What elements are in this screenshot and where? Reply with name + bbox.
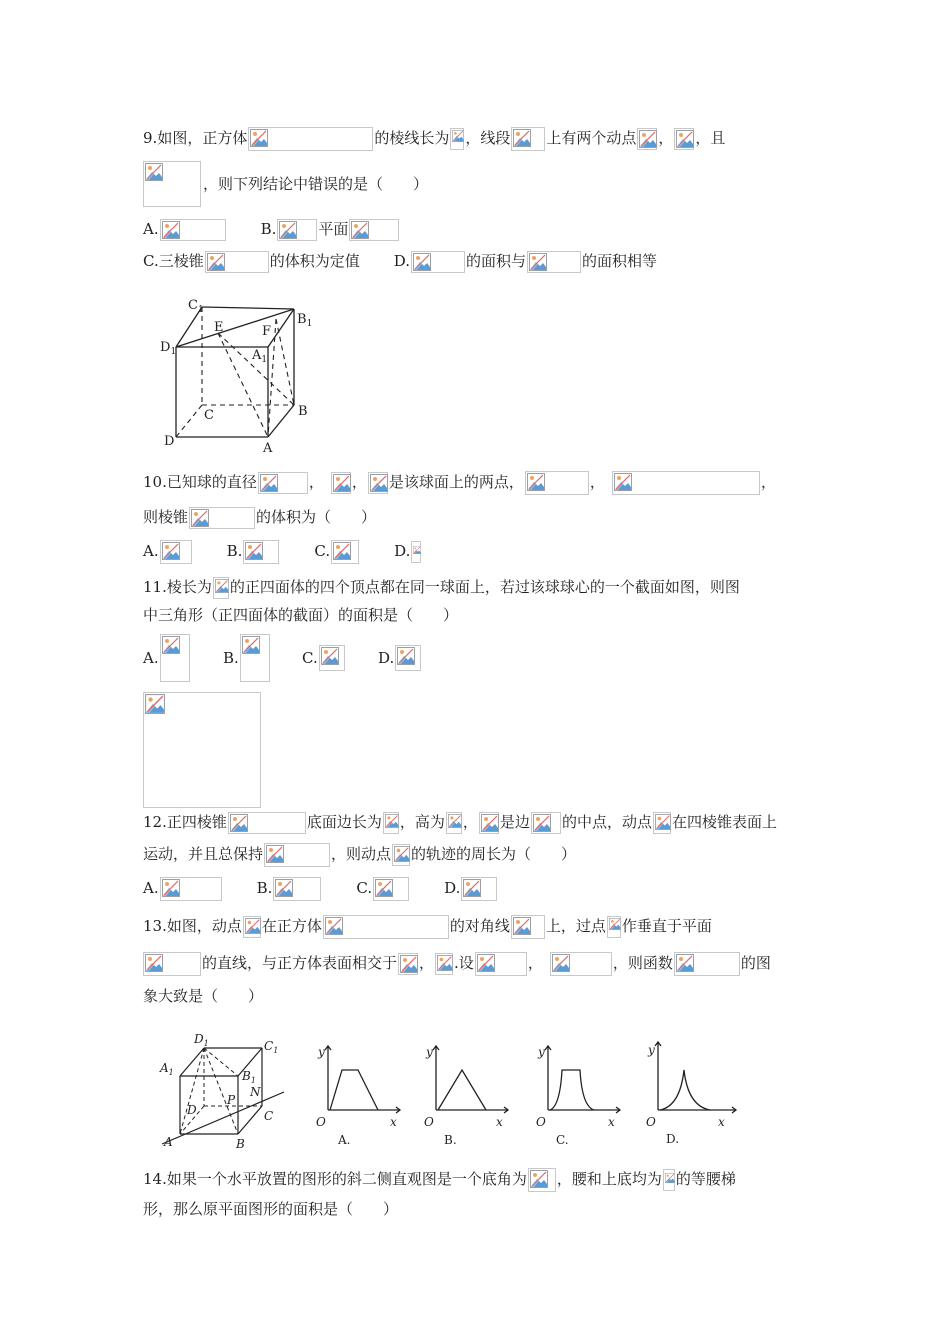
option-text: 的体积为定值: [269, 252, 360, 270]
broken-image-icon: [413, 543, 421, 557]
formula-image: [143, 161, 201, 207]
label-d: D: [164, 434, 175, 449]
option-label: C.: [314, 542, 331, 560]
label-b1-sub: 1: [250, 1076, 256, 1085]
option-label: B.: [260, 220, 277, 238]
option-text: 的面积与: [466, 252, 527, 270]
formula-image: [637, 128, 657, 150]
broken-image-icon: [452, 130, 464, 142]
broken-image-icon: [145, 694, 165, 714]
broken-image-icon: [394, 846, 410, 862]
q13-text: 在正方体: [261, 917, 322, 935]
broken-image-icon: [413, 253, 431, 271]
q9-text: ，线段: [465, 129, 511, 147]
broken-image-icon: [162, 542, 180, 560]
q10-text: ，: [308, 473, 324, 491]
svg-text:B1: [241, 1069, 256, 1085]
label-d: D: [187, 1103, 197, 1117]
broken-image-icon: [321, 647, 339, 665]
broken-image-icon: [437, 955, 453, 971]
option-label: B.: [223, 649, 239, 667]
q13-text: ，: [419, 954, 435, 972]
q9-text: 如图，正方体: [157, 129, 248, 147]
formula-image: [248, 127, 373, 151]
label-d1-sub: 1: [203, 1039, 209, 1048]
q14-text: 的等腰梯: [675, 1170, 736, 1188]
cube-figure-q9: [150, 295, 330, 460]
q13-text: .设: [454, 954, 474, 972]
broken-image-icon: [325, 917, 343, 935]
formula-image: [349, 219, 399, 241]
q12-text: 运动，并且总保持: [143, 845, 264, 863]
broken-image-icon: [333, 542, 351, 560]
broken-image-icon: [527, 473, 545, 491]
q10-number: 10.: [143, 473, 167, 491]
q10-text: ，: [589, 473, 605, 491]
q12-text: ，: [462, 813, 478, 831]
q10-options: [143, 539, 422, 563]
label-c: C: [204, 408, 214, 423]
q14-line-1: [143, 1167, 736, 1191]
q9-text: ，且: [695, 129, 726, 147]
broken-image-icon: [448, 814, 462, 828]
formula-image: [331, 472, 351, 494]
q12-text: ，则动点: [331, 845, 392, 863]
formula-image: [383, 812, 399, 834]
axis-x-label: x: [718, 1115, 725, 1129]
cross-section-figure-image: [143, 692, 261, 808]
q13-text: 作垂直于平面: [621, 917, 712, 935]
broken-image-icon: [639, 130, 657, 148]
formula-image: [511, 127, 545, 151]
broken-image-icon: [250, 129, 268, 147]
formula-image: [264, 843, 330, 867]
graph-option-a: [310, 1040, 410, 1150]
option-label: A.: [143, 879, 159, 897]
formula-image: [243, 916, 261, 938]
label-b1: B: [242, 1069, 251, 1083]
formula-image: [323, 915, 449, 939]
axis-x-label: x: [390, 1115, 397, 1129]
option-label: D.: [444, 879, 461, 897]
q9-text: ，: [658, 129, 674, 147]
formula-image: [674, 952, 740, 976]
broken-image-icon: [533, 814, 551, 832]
q13-line-2: [143, 951, 771, 975]
formula-image: [435, 953, 453, 975]
broken-image-icon: [191, 509, 209, 527]
q12-text: 正四棱锥: [166, 813, 227, 831]
label-n: N: [250, 1085, 261, 1099]
formula-image: [213, 577, 229, 599]
q12-text: 的轨迹的周长为（ ）: [411, 845, 577, 863]
option-label: C.: [356, 879, 373, 897]
q13-text: 如图，动点: [166, 917, 242, 935]
formula-image: [331, 540, 359, 564]
formula-image: [607, 916, 621, 938]
formula-image: [446, 812, 462, 834]
label-d1: D: [160, 340, 171, 355]
option-label: D.: [378, 649, 395, 667]
graph-option-b: [418, 1040, 518, 1150]
broken-image-icon: [162, 636, 180, 654]
broken-image-icon: [375, 879, 393, 897]
broken-image-icon: [260, 474, 278, 492]
formula-image: [143, 952, 201, 976]
q12-text: 底面边长为: [306, 813, 382, 831]
label-b1-sub: 1: [306, 319, 313, 329]
formula-image: [277, 219, 317, 241]
formula-image: [528, 1168, 556, 1192]
option-label: A.: [143, 649, 159, 667]
broken-image-icon: [385, 814, 399, 828]
graph-option-c: [530, 1040, 630, 1150]
origin-label: O: [424, 1115, 434, 1129]
label-c: C: [264, 1109, 274, 1123]
formula-image: [475, 952, 527, 976]
axis-x-label: x: [608, 1115, 615, 1129]
broken-image-icon: [245, 918, 261, 934]
formula-image: [205, 251, 269, 273]
q12-line-1: [143, 810, 777, 834]
q9-text: 上有两个动点: [546, 129, 637, 147]
q10-line-2: [143, 505, 376, 529]
svg-text:C1: [264, 1039, 278, 1055]
broken-image-icon: [552, 954, 570, 972]
broken-image-icon: [676, 130, 694, 148]
broken-image-icon: [145, 163, 163, 181]
formula-image: [240, 634, 270, 682]
q10-text: ，: [760, 473, 776, 491]
formula-image: [527, 251, 581, 273]
broken-image-icon: [530, 1170, 548, 1188]
option-label: A.: [143, 542, 159, 560]
label-a: A: [164, 1135, 173, 1149]
option-label: B.: [226, 542, 243, 560]
broken-image-icon: [279, 221, 297, 239]
broken-image-icon: [230, 814, 248, 832]
label-d1: D: [194, 1032, 204, 1046]
svg-text:C1: [188, 298, 204, 315]
label-c1: C: [188, 298, 198, 313]
broken-image-icon: [162, 221, 180, 239]
label-a1-sub: 1: [261, 355, 268, 365]
label-p: P: [227, 1093, 236, 1107]
broken-image-icon: [477, 954, 495, 972]
label-a1-sub: 1: [168, 1068, 174, 1077]
broken-image-icon: [207, 253, 225, 271]
cube-figure-q13: [150, 1030, 290, 1152]
q9-text: 的棱线长为: [374, 129, 450, 147]
q9-line-1: [143, 126, 725, 150]
option-label: A.: [143, 220, 159, 238]
option-label: D.: [394, 542, 411, 560]
q14-number: 14.: [143, 1170, 167, 1188]
formula-image: [461, 877, 497, 901]
option-text: 三棱锥: [158, 252, 204, 270]
label-c1: C: [264, 1039, 274, 1053]
q11-line-1: [143, 575, 740, 599]
formula-image: [398, 953, 418, 975]
formula-image: [160, 540, 192, 564]
label-f: F: [262, 324, 272, 339]
axis-y-label: y: [318, 1045, 325, 1059]
formula-image: [258, 472, 308, 494]
graph-label: D.: [666, 1132, 680, 1146]
formula-image: [674, 128, 694, 150]
broken-image-icon: [275, 879, 293, 897]
svg-text:B1: [297, 312, 312, 329]
graph-option-d: [640, 1036, 745, 1150]
q14-text: 如果一个水平放置的图形的斜二侧直观图是一个底角为: [166, 1170, 527, 1188]
formula-image: [511, 915, 545, 939]
formula-image: [612, 471, 760, 495]
q12-line-2: [143, 842, 576, 866]
svg-text:D1: [160, 340, 176, 357]
broken-image-icon: [351, 221, 369, 239]
option-label: B.: [256, 879, 273, 897]
formula-image: [663, 1169, 675, 1191]
label-b: B: [298, 404, 308, 419]
label-a: A: [263, 441, 273, 456]
q13-line-1: [143, 914, 712, 938]
q10-text: 则棱锥: [143, 508, 189, 526]
svg-text:A1: [159, 1061, 174, 1077]
svg-text:A1: [251, 348, 267, 365]
q11-text: 棱长为: [166, 578, 212, 596]
broken-image-icon: [242, 636, 260, 654]
broken-image-icon: [162, 879, 180, 897]
option-label: D.: [393, 252, 411, 270]
formula-image: [653, 812, 671, 834]
broken-image-icon: [245, 542, 263, 560]
label-e: E: [214, 320, 224, 335]
q12-text: 是边: [499, 813, 530, 831]
broken-image-icon: [655, 814, 671, 830]
label-a1: A: [160, 1061, 169, 1075]
broken-image-icon: [513, 129, 531, 147]
broken-image-icon: [614, 473, 632, 491]
q11-line-2: 中三角形（正四面体的截面）的面积是（ ）: [143, 606, 459, 624]
option-label: C.: [302, 649, 318, 667]
broken-image-icon: [609, 918, 621, 930]
broken-image-icon: [481, 814, 499, 832]
formula-image: [273, 877, 321, 901]
broken-image-icon: [266, 845, 284, 863]
axis-y-label: y: [538, 1045, 545, 1059]
formula-image: [525, 471, 589, 495]
formula-image: [368, 472, 388, 494]
broken-image-icon: [145, 954, 163, 972]
broken-image-icon: [529, 253, 547, 271]
formula-image: [243, 540, 279, 564]
broken-image-icon: [397, 647, 415, 665]
q13-text: 的对角线: [449, 917, 510, 935]
formula-image: [319, 645, 345, 671]
formula-image: [160, 219, 226, 241]
q10-text: 的体积为（ ）: [256, 508, 377, 526]
q12-number: 12.: [143, 813, 167, 831]
origin-label: O: [536, 1115, 546, 1129]
label-b1: B: [297, 312, 307, 327]
formula-image: [373, 877, 409, 901]
broken-image-icon: [665, 1171, 675, 1185]
axis-x-label: x: [496, 1115, 503, 1129]
origin-label: O: [646, 1115, 656, 1129]
q12-options: [143, 876, 498, 900]
broken-image-icon: [333, 474, 351, 492]
broken-image-icon: [676, 954, 694, 972]
broken-image-icon: [215, 579, 229, 593]
q10-text: ，: [351, 473, 367, 491]
q9-options-ab: [143, 217, 400, 241]
q13-line-3: 象大致是（ ）: [143, 987, 264, 1005]
q13-text: 的图: [740, 954, 771, 972]
label-c1-sub: 1: [273, 1046, 279, 1055]
broken-image-icon: [400, 955, 418, 973]
option-label: C.: [143, 252, 159, 270]
q12-text: 的中点，动点: [561, 813, 652, 831]
formula-image: [450, 128, 464, 150]
formula-image: [411, 251, 465, 273]
q9-line-2: ，则下列结论中错误的是（ ）: [203, 175, 429, 193]
formula-image: [228, 812, 306, 834]
broken-image-icon: [463, 879, 481, 897]
q11-number: 11.: [143, 578, 167, 596]
graph-label: B.: [444, 1133, 457, 1147]
graph-label: C.: [556, 1133, 569, 1147]
label-a1: A: [252, 348, 262, 363]
q11-text: 的正四面体的四个顶点都在同一球面上，若过该球球心的一个截面如图，则图: [229, 578, 740, 596]
label-b: B: [236, 1137, 245, 1151]
formula-image: [395, 645, 421, 671]
option-text: 的面积相等: [582, 252, 658, 270]
formula-image: [479, 812, 499, 834]
q13-text: ，: [527, 954, 543, 972]
formula-image: [189, 507, 255, 529]
option-text: 平面: [318, 220, 349, 238]
q9-options-cd: [143, 249, 657, 273]
broken-image-icon: [513, 917, 531, 935]
formula-image: [392, 844, 410, 866]
axis-y-label: y: [648, 1043, 655, 1057]
q12-text: ，高为: [399, 813, 445, 831]
broken-image-icon: [370, 474, 388, 492]
q9-number: 9.: [143, 129, 158, 147]
q10-text: 已知球的直径: [166, 473, 257, 491]
svg-text:D1: [193, 1032, 209, 1048]
q10-line-1: [143, 470, 776, 494]
q10-text: 是该球面上的两点，: [388, 473, 524, 491]
formula-image: [531, 812, 561, 834]
formula-image: [160, 634, 190, 682]
label-d1-sub: 1: [170, 347, 177, 357]
q13-text: ，则函数: [612, 954, 673, 972]
graph-label: A.: [338, 1133, 351, 1147]
q13-text: 的直线，与正方体表面相交于: [202, 954, 398, 972]
label-c1-sub: 1: [197, 305, 204, 315]
origin-label: O: [316, 1115, 326, 1129]
axis-y-label: y: [426, 1045, 433, 1059]
q13-text: 上，过点: [545, 917, 606, 935]
formula-image: [550, 952, 612, 976]
q14-text: ，腰和上底均为: [556, 1170, 662, 1188]
q12-text: 在四棱锥表面上: [671, 813, 777, 831]
q14-line-2: 形，那么原平面图形的面积是（ ）: [143, 1200, 399, 1218]
q13-number: 13.: [143, 917, 167, 935]
formula-image: [160, 877, 222, 901]
formula-image: [411, 541, 421, 563]
